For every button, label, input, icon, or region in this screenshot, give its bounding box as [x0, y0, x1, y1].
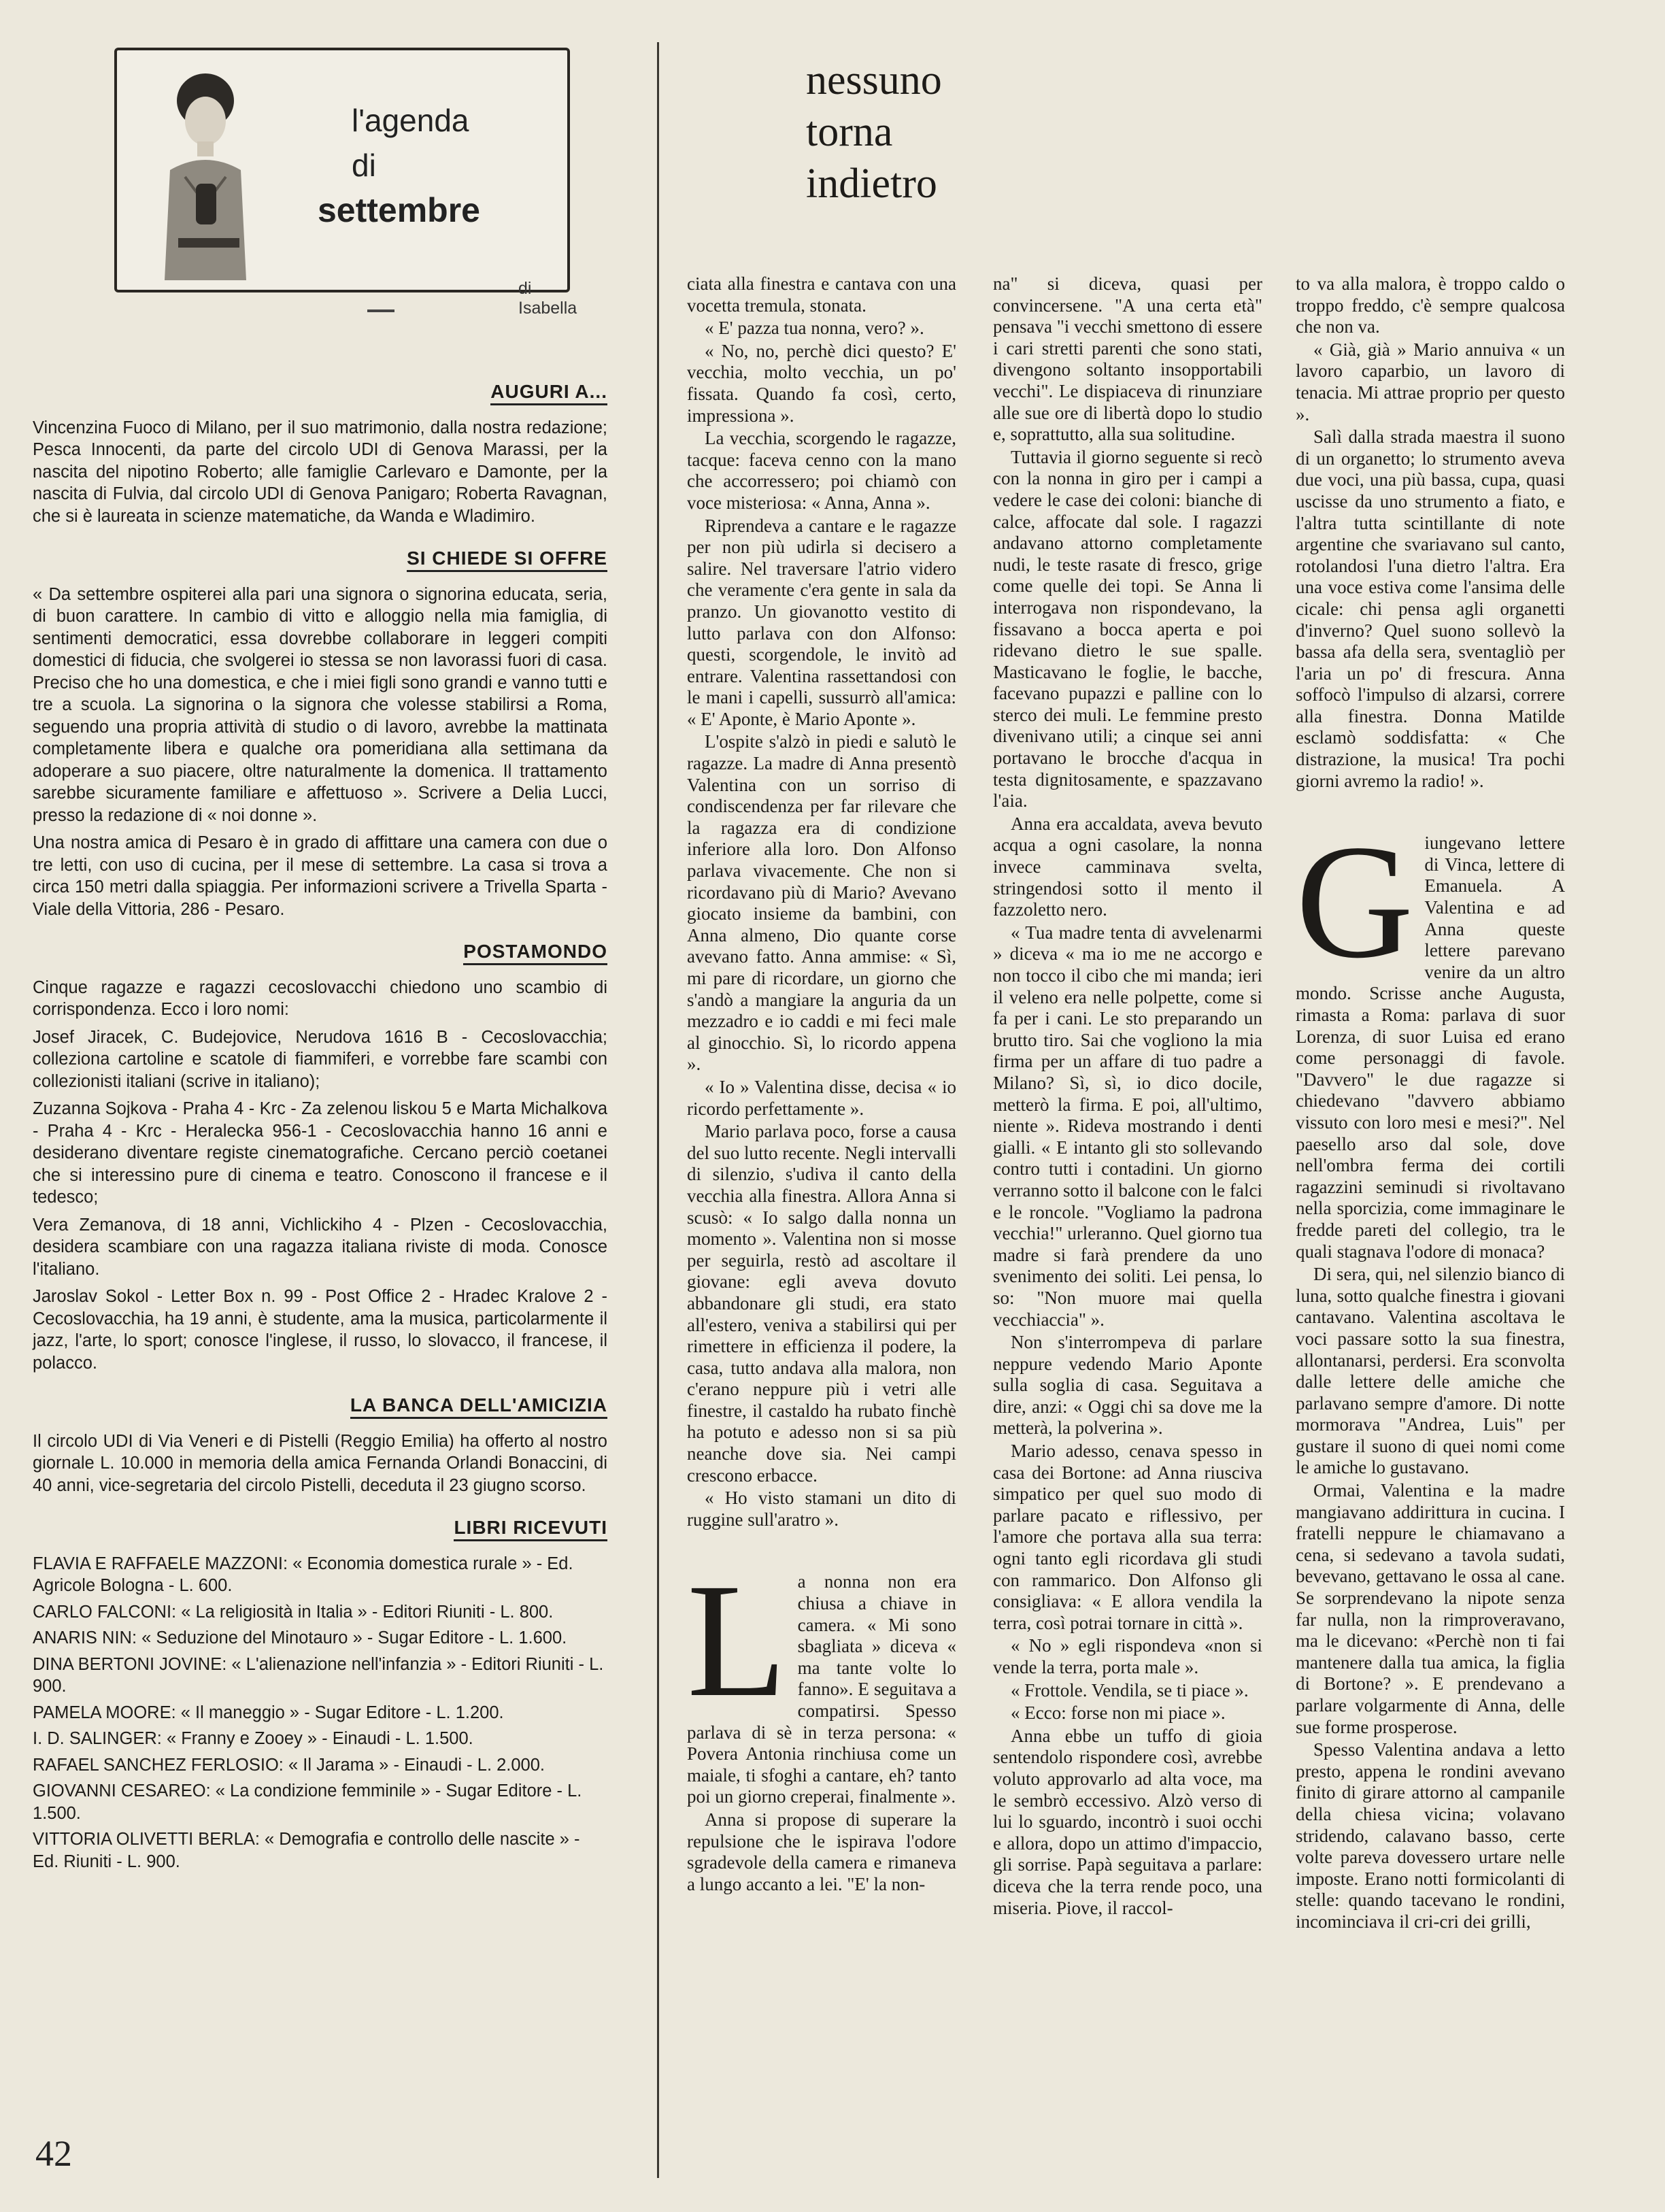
story-paragraph: « No, no, perchè dici questo? E' vecchia, molto vecchia, un po' fissata. Quando fa così, certo, impressiona ». [687, 340, 956, 426]
story-paragraph: na" si diceva, quasi per convincersene. "A una certa età" pensava "i vecchi smettono di essere i cari stretti parenti che sono stati, divengono soltanto insopportabili vecchi". Le dispiaceva di rinunziare alle sue ore di libertà dopo lo studio e, soprattutto, alla sua solitudine. [993, 273, 1262, 445]
story-paragraph: « Già, già » Mario annuiva « un lavoro caparbio, un lavoro di tenacia. Mi attrae proprio per questo ». [1296, 339, 1565, 424]
section-heading-postamondo: POSTAMONDO [33, 941, 607, 966]
book-item: DINA BERTONI JOVINE: « L'alienazione nell'infanzia » - Editori Riuniti - L. 900. [33, 1654, 604, 1696]
story-paragraph: to va alla malora, è troppo caldo o troppo freddo, c'è sempre qualcosa che non va. [1296, 273, 1565, 337]
story-paragraph: a nonna non era chiusa a chiave in camera. « Mi sono sbagliata » diceva « ma tante volte lo fanno». E seguitava a compatirsi. Spesso parlava di sè in terza persona: « Povera Antonia rinchiusa come un maiale, ti sfoghi a cantare, eh? tanto poi un giorno creperai, finalmente ». [687, 1571, 956, 1807]
section-with-dropcap [1296, 811, 1565, 1932]
story-paragraph: « Ho visto stamani un dito di ruggine sull'aratro ». [687, 1488, 956, 1530]
book-item: PAMELA MOORE: « Il maneggio » - Sugar Editore - L. 1.200. [33, 1703, 504, 1722]
story-paragraph: iungevano lettere di Vinca, lettere di Emanuela. A Valentina e ad Anna queste lettere parevano venire da un altro mondo. Scrisse anche Augusta, rimasta a Roma: parlava di suor Lorenza, di suor Luisa ed erano come personaggi di favole. "Davvero" le due ragazze si chiedevano "davvero abbiamo vissuto con loro mesi e mesi?". Nel paesello arso dal sole, dove nell'ombra ferma dei cortili ragazzini seminudi si rivoltavano nella sporcizia, come immaginare le fredde pareti del collegio, tra le quali stagnava l'odore di monaca? [1296, 833, 1565, 1262]
postamondo-entry: Vera Zemanova, di 18 anni, Vichlickiho 4 - Plzen - Cecoslovacchia, desidera scambiare con una ragazza italiana riviste di moda. Conosce l'italiano. [33, 1215, 607, 1279]
section-heading-auguri: AUGURI A... [33, 381, 607, 406]
page-number: 42 [35, 2133, 72, 2174]
story-title-line1: nessuno [806, 57, 942, 103]
story-paragraph: « Tua madre tenta di avvelenarmi » diceva « ma io me ne accorgo e non tocco il cibo che mi manda; ieri il veleno era nelle polpette, come si fa per i cani. Le sto preparando un brutto tiro. Sai che vogliono la mia firma per un affare di tuo padre a Milano? Sì, sì, io dico docile, metterò la firma. E poi, all'ultimo, niente ». Rideva mostrando i denti gialli. « E intanto gli sto sollevando contro tutti i contadini. Un giorno verranno sotto il balcone con le falci e le roncole. "Vogliamo la padrona vecchia!" urleranno. Quel giorno tua madre si farà prendere da uno svenimento dei soliti. Lei pensa, lo so: "Non muore mai quella vecchiaccia" ». [993, 922, 1262, 1330]
story-paragraph: Tuttavia il giorno seguente si recò con la nonna in giro per i campi a vedere le case dei coloni: bianche di calce, affocate dal sole. I ragazzi andavano attorno completamente nudi, le teste rasate di fresco, grige come quelle dei topi. Se Anna li interrogava non rispondevano, la fissavano a bocca aperta e poi ridevano dietro le sue spalle. Masticavano le foglie, le bacche, facevano pupazzi e palline con lo sterco dei muli. Le femmine presto divenivano utili; a cinque sei anni portavano le brocche d'acqua in testa dignitosamente, e spazzavano l'aia. [993, 446, 1262, 811]
book-item: I. D. SALINGER: « Franny e Zooey » - Einaudi - L. 1.500. [33, 1729, 473, 1748]
story-paragraph: Mario parlava poco, forse a causa del suo lutto recente. Negli intervalli di silenzio, s'udiva il canto della vecchia alla finestra. Allora Anna si scusò: « Io salgo dalla nonna un momento ». Valentina non si mosse per seguirla, restò ad ascoltare il giovane: egli aveva dovuto abbandonare gli studi, era stato all'estero, veniva a stabilirsi qui per rimettere in efficienza il podere, la casa, tutto andava alla malora, non c'erano neppure più i vetri alle finestre, il castaldo ha rubato finchè ha potuto e adesso non si sa più neanche dove sia. Nei campi crescono erbacce. [687, 1121, 956, 1486]
story-paragraph: « E' pazza tua nonna, vero? ». [705, 318, 924, 339]
auguri-text: Vincenzina Fuoco di Milano, per il suo matrimonio, dalla nostra redazione; Pesca Innocenti, da parte del circolo UDI di Genova Marassi, per la nascita del nipotino Roberto; alle famiglie Carlevaro e Damonte, per la nascita di Fulvia, dal circolo UDI di Genova Panigaro; Roberta Ravagnan, che si è laureata in scienze matematiche, da Wanda e Wladimiro. [33, 418, 607, 526]
section-heading-banca: LA BANCA DELL'AMICIZIA [33, 1394, 607, 1420]
story-column-3 [1296, 273, 1565, 1934]
story-column-2 [993, 273, 1262, 1920]
story-paragraph: Anna si propose di superare la repulsione che le ispirava l'odore sgradevole della camera e rimaneva a lungo accanto a lei. "E' la non- [687, 1809, 956, 1894]
story-paragraph: L'ospite s'alzò in piedi e salutò le ragazze. La madre di Anna presentò Valentina con un sorriso di condiscendenza per far rilevare che la ragazza era di condizione inferiore alla loro. Don Alfonso parlava vivacemente. Che non si ricordavano più di Mario? Avevano giocato insieme da bambini, con Anna almeno, Dio quante corse avevano fatto. Anna ammise: « Sì, mi pare di ricordare, un giorno che s'andò a mangiare la anguria da un mezzadro e io caddi e mi feci male al ginocchio. Sì, lo ricordo appena ». [687, 731, 956, 1075]
story-paragraph: Salì dalla strada maestra il suono di un organetto; lo strumento aveva due voci, una più bassa, cupa, quasi uscisse da uno strumento a fiato, e l'altra tutta scintillante di note argentine che svariavano sul canto, rotolandosi l'una dietro l'altra. Era una voce estiva come l'ansima delle cicale: chi pensa agli organetti d'inverno? Quel suono sollevò la bassa afa della sera, sventagliò per l'aria un po' di frescura. Anna soffocò l'impulso di alzarsi, correre alla finestra. Donna Matilde esclamò soddisfatta: « Che distrazione, la musica! Tra pochi giorni avremo la radio! ». [1296, 426, 1565, 791]
si-chiede-p1: « Da settembre ospiterei alla pari una signora o signorina educata, seria, di buon carattere. In cambio di vitto e alloggio nella mia famiglia, di sentimenti democratici, essa dovrebbe collaborare in leggeri compiti domestici di fiducia, che svolgerei io stessa se non lavorassi fuori di casa. Preciso che ho una domestica, e che i miei figli sono grandi e vanno tutti e tre a scuola. La signorina o la signora che volesse stabilirsi a Roma, seguendo una propria attività di studio o di lavoro, avrebbe la mattinata completamente libera e qualche ora pomeridiana alla settimana da adoperare a suo piacere, oltre naturalmente la domenica. Il trattamento sarebbe sicuramente familiare e affettuoso ». Scrivere a Delia Lucci, presso la redazione di « noi donne ». [33, 584, 607, 825]
story-paragraph: Riprendeva a cantare e le ragazze per non più udirla si decisero a salire. Nel traversare l'atrio videro che veramente c'era gente in sala da pranzo. Un giovanotto vestito di lutto parlava con don Alfonso: questi, scorgendole, le invitò ad entrare. Valentina rassettandosi con le mani i capelli, sussurrò all'amica: « E' Aponte, è Mario Aponte ». [687, 515, 956, 729]
postamondo-entry: Jaroslav Sokol - Letter Box n. 99 - Post Office 2 - Hradec Kralove 2 - Cecoslovacchia, ha 19 anni, è studente, ama la musica, particolarmente il jazz, l'arte, lo sport; conosce l'inglese, il russo, lo slovacco, il francese, il polacco. [33, 1287, 607, 1373]
agenda-column [33, 381, 607, 1877]
story-paragraph: « Frottole. Vendila, se ti piace ». [1011, 1679, 1249, 1700]
book-item: RAFAEL SANCHEZ FERLOSIO: « Il Jarama » - Einaudi - L. 2.000. [33, 1755, 545, 1775]
story-paragraph: Spesso Valentina andava a letto presto, appena le rondini avevano finito di girare attorno al campanile della chiesa vicina; volavano stridendo, calavano basso, certe volte pareva dovessero urtare nelle imposte. Erano notti formicolanti di stelle: quando tacevano le rondini, incominciava il cri-cri dei grilli, [1296, 1739, 1565, 1932]
story-paragraph: ciata alla finestra e cantava con una vocetta tremula, stonata. [687, 273, 956, 316]
agenda-title [318, 98, 569, 233]
book-item: CARLO FALCONI: « La religiosità in Italia » - Editori Riuniti - L. 800. [33, 1602, 554, 1622]
woman-portrait-photo [137, 68, 273, 280]
agenda-title-line3: settembre [318, 191, 480, 229]
story-title [806, 54, 1010, 210]
story-paragraph: Anna era accaldata, aveva bevuto acqua a ogni casolare, la nonna invece camminava svelta, stringendosi sotto il mento il fazzoletto nero. [993, 813, 1262, 920]
story-paragraph: « No » egli rispondeva «non si vende la terra, porta male ». [993, 1635, 1262, 1677]
si-chiede-p2: Una nostra amica di Pesaro è in grado di affittare una camera con due o tre letti, con uso di cucina, per il mese di settembre. La casa si trova a circa 150 metri dalla spiaggia. Per informazioni scrivere a Trivella Sparta - Viale della Vittoria, 286 - Pesaro. [33, 833, 607, 919]
section-heading-libri: LIBRI RICEVUTI [33, 1517, 607, 1542]
agenda-title-line2: di [352, 148, 376, 183]
story-column-1 [687, 273, 956, 1896]
banca-text: Il circolo UDI di Via Veneri e di Pistelli (Reggio Emilia) ha offerto al nostro giornale L. 10.000 in memoria della amica Fernanda Orlandi Bonaccini, di 40 anni, vice-segretaria del circolo Pistelli, deceduta il 23 giugno scorso. [33, 1431, 607, 1495]
column-divider [657, 42, 659, 2178]
postamondo-intro: Cinque ragazze e ragazzi cecoslovacchi chiedono uno scambio di corrispondenza. Ecco i loro nomi: [33, 977, 607, 1019]
dropcap-letter: G [1296, 811, 1414, 992]
book-item: GIOVANNI CESAREO: « La condizione femminile » - Sugar Editore - L. 1.500. [33, 1781, 582, 1823]
agenda-header-box [114, 48, 577, 318]
story-paragraph: Ormai, Valentina e la madre mangiavano addirittura in cucina. I fratelli neppure le chiamavano a cena, si sedevano a tavola sudati, bevevano, gettavano le ossa al cane. Se sorprendevano la nipote senza far nulla, non la rimproveravano, ma le dicevano: «Perchè non ti fai mantenere dalla tua amica, la figlia di Bortone? ». E prendevano a parlare volgarmente di Anna, delle sue forme prosperose. [1296, 1480, 1565, 1737]
agenda-byline: di Isabella [518, 279, 577, 318]
postamondo-entry: Zuzanna Sojkova - Praha 4 - Krc - Za zelenou liskou 5 e Marta Michalkova - Praha 4 - Krc - Heralecka 956-1 - Cecoslovacchia hanno 16 anni e desiderano diventare registe cinematografiche. Cercano perciò coetanei che si interessino pure di cinema e teatro. Conoscono il francese e il tedesco; [33, 1099, 607, 1207]
postamondo-entry: Josef Jiracek, C. Budejovice, Nerudova 1616 B - Cecoslovacchia; colleziona cartoline e scatole di fiammiferi, e vorrebbe fare scambi con collezionisti italiani (scrive in italiano); [33, 1027, 607, 1091]
story-title-line3: indietro [806, 161, 937, 207]
story-paragraph: Non s'interrompeva di parlare neppure vedendo Mario Aponte sulla soglia di casa. Seguitava a dire, anzi: « Oggi chi sa dove me la metterà, la polverina ». [993, 1332, 1262, 1439]
book-item: ANARIS NIN: « Seduzione del Minotauro » - Sugar Editore - L. 1.600. [33, 1628, 567, 1647]
story-paragraph: Mario adesso, cenava spesso in casa dei Bortone: ad Anna riusciva simpatico per quel suo modo di parlare pacato e riflessivo, per l'amore che portava alla sua terra: ogni tanto egli ricordava gli studi con rammarico. Don Alfonso gli consigliava: « E allora vendila la terra, così potrai tornare in città ». [993, 1441, 1262, 1633]
story-paragraph: « Io » Valentina disse, decisa « io ricordo perfettamente ». [687, 1076, 956, 1119]
section-heading-si-chiede: SI CHIEDE SI OFFRE [33, 548, 607, 573]
decorative-dash [367, 309, 394, 312]
story-paragraph: Di sera, qui, nel silenzio bianco di luna, sotto qualche finestra i giovani cantavano. Valentina ascoltava le voci passare sotto la sua finestra, allontanarsi, perdersi. Era sconvolta dalle lettere delle amiche che parlavano sempre d'amore. Di notte mormorava "Andrea, Luis" per gustare il suono di quei nomi come le amiche lo gustavano. [1296, 1264, 1565, 1478]
story-title-line2: torna [806, 109, 893, 155]
story-paragraph: La vecchia, scorgendo le ragazze, tacque: faceva cenno con la mano che accorressero; poi chiamò con voce misteriosa: « Anna, Anna ». [687, 428, 956, 513]
dropcap-letter: L [687, 1549, 787, 1731]
section-with-dropcap [687, 1549, 956, 1895]
book-item: FLAVIA E RAFFAELE MAZZONI: « Economia domestica rurale » - Ed. Agricole Bologna - L. 600. [33, 1554, 573, 1595]
story-paragraph: « Ecco: forse non mi piace ». [1011, 1703, 1226, 1724]
book-item: VITTORIA OLIVETTI BERLA: « Demografia e controllo delle nascite » - Ed. Riuniti - L. 900. [33, 1830, 580, 1871]
agenda-title-line1: l'agenda [352, 103, 469, 138]
story-paragraph: Anna ebbe un tuffo di gioia sentendolo rispondere così, avrebbe voluto approvarlo ad alta voce, ma le sembrò eccessivo. Alzò verso di lui lo sguardo, incontrò i suoi occhi e allora, dopo un attimo d'impaccio, gli sorrise. Papà seguitava a parlare: diceva che la terra rende poco, una miseria. Piove, il raccol- [993, 1725, 1262, 1918]
